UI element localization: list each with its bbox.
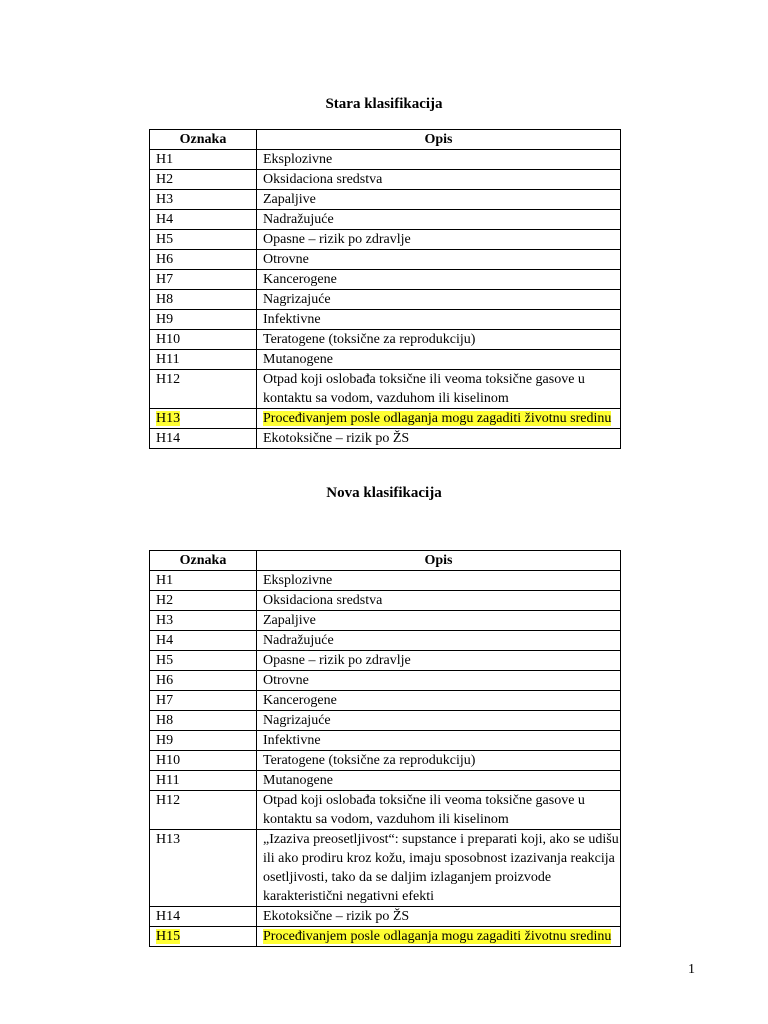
table-row (150, 230, 621, 250)
hazard-description-cell (257, 591, 621, 611)
hazard-description: Otrovne (263, 252, 309, 267)
hazard-description: Opasne – rizik po zdravlje (263, 232, 411, 247)
hazard-description-cell (257, 250, 621, 270)
hazard-description-cell (257, 671, 621, 691)
hazard-code: H5 (156, 653, 174, 668)
table-row (150, 370, 621, 409)
hazard-description-cell (257, 927, 621, 947)
hazard-code: H10 (156, 753, 181, 768)
hazard-code-cell (150, 631, 257, 651)
hazard-description: Otpad koji oslobađa toksične ili veoma toksične gasove u kontaktu sa vodom, vazduhom ili kiselinom (263, 793, 585, 827)
hazard-description-cell (257, 350, 621, 370)
hazard-description: Infektivne (263, 733, 321, 748)
hazard-code: H15 (156, 929, 181, 944)
hazard-description-cell (257, 631, 621, 651)
hazard-code: H14 (156, 909, 181, 924)
hazard-description: Zapaljive (263, 192, 316, 207)
table-header-row (150, 551, 621, 571)
hazard-code: H4 (156, 633, 174, 648)
hazard-code: H7 (156, 272, 174, 287)
hazard-code-cell (150, 409, 257, 429)
hazard-code: H3 (156, 613, 174, 628)
column-header-description: Opis (257, 130, 621, 150)
hazard-description: Nagrizajuće (263, 713, 331, 728)
table-row (150, 409, 621, 429)
table-header-row (150, 130, 621, 150)
table-row (150, 631, 621, 651)
hazard-description: Eksplozivne (263, 573, 333, 588)
hazard-code-cell (150, 190, 257, 210)
table-row (150, 170, 621, 190)
table-row (150, 907, 621, 927)
table-row (150, 330, 621, 350)
table-row (150, 927, 621, 947)
hazard-description: Procеđivanjem posle odlaganja mogu zagaditi životnu sredinu (263, 411, 612, 426)
hazard-description-cell (257, 330, 621, 350)
table-row (150, 210, 621, 230)
hazard-code: H11 (156, 773, 180, 788)
column-header-description: Opis (257, 551, 621, 571)
table-row (150, 571, 621, 591)
new-classification-title: Nova klasifikacija (326, 485, 442, 501)
hazard-description-cell (257, 290, 621, 310)
hazard-description: Kancerogene (263, 272, 337, 287)
hazard-description-cell (257, 150, 621, 170)
table-row (150, 830, 621, 907)
column-header-code: Oznaka (150, 551, 257, 571)
table-row (150, 691, 621, 711)
hazard-description-cell (257, 651, 621, 671)
old-classification-title: Stara klasifikacija (325, 96, 443, 112)
hazard-code: H9 (156, 312, 174, 327)
hazard-description-cell (257, 230, 621, 250)
hazard-code: H12 (156, 372, 181, 387)
hazard-code-cell (150, 310, 257, 330)
hazard-description: Nagrizajuće (263, 292, 331, 307)
hazard-code: H2 (156, 593, 174, 608)
hazard-description: Procеđivanjem posle odlaganja mogu zagaditi životnu sredinu (263, 929, 612, 944)
hazard-code: H7 (156, 693, 174, 708)
table-row (150, 591, 621, 611)
hazard-code-cell (150, 791, 257, 830)
hazard-code-cell (150, 210, 257, 230)
hazard-code: H3 (156, 192, 174, 207)
hazard-code-cell (150, 170, 257, 190)
hazard-description-cell (257, 791, 621, 830)
table-row (150, 290, 621, 310)
page-number: 1 (688, 962, 695, 977)
hazard-code-cell (150, 751, 257, 771)
hazard-code: H4 (156, 212, 174, 227)
hazard-code: H8 (156, 713, 174, 728)
hazard-description: Nadražujuće (263, 212, 334, 227)
hazard-description-cell (257, 210, 621, 230)
hazard-code: H12 (156, 793, 181, 808)
hazard-description-cell (257, 691, 621, 711)
hazard-description-cell (257, 190, 621, 210)
old-classification-table (149, 129, 621, 449)
hazard-description: Zapaljive (263, 613, 316, 628)
hazard-description: Teratogene (toksične za reprodukciju) (263, 332, 476, 347)
hazard-code-cell (150, 270, 257, 290)
table-row (150, 150, 621, 170)
hazard-code-cell (150, 230, 257, 250)
hazard-description-cell (257, 571, 621, 591)
table-row (150, 671, 621, 691)
hazard-code-cell (150, 591, 257, 611)
hazard-description: Nadražujuće (263, 633, 334, 648)
hazard-code: H14 (156, 431, 181, 446)
hazard-description-cell (257, 771, 621, 791)
table-row (150, 270, 621, 290)
hazard-description: Teratogene (toksične za reprodukciju) (263, 753, 476, 768)
hazard-description: Mutanogene (263, 773, 333, 788)
hazard-code-cell (150, 150, 257, 170)
hazard-code-cell (150, 691, 257, 711)
hazard-code-cell (150, 771, 257, 791)
table-row (150, 190, 621, 210)
table-row (150, 350, 621, 370)
hazard-description-cell (257, 170, 621, 190)
table-row (150, 751, 621, 771)
hazard-code: H6 (156, 252, 174, 267)
column-header-code: Oznaka (150, 130, 257, 150)
hazard-description: Eksplozivne (263, 152, 333, 167)
hazard-code: H9 (156, 733, 174, 748)
table-row (150, 611, 621, 631)
hazard-description-cell (257, 611, 621, 631)
hazard-description: Infektivne (263, 312, 321, 327)
hazard-description: Ekotoksične – rizik po ŽS (263, 909, 410, 924)
hazard-description-cell (257, 751, 621, 771)
hazard-description-cell (257, 409, 621, 429)
table-row (150, 250, 621, 270)
hazard-description: Opasne – rizik po zdravlje (263, 653, 411, 668)
hazard-description-cell (257, 907, 621, 927)
hazard-description: Oksidaciona sredstva (263, 593, 383, 608)
hazard-description-cell (257, 830, 621, 907)
hazard-code-cell (150, 711, 257, 731)
table-row (150, 310, 621, 330)
table-row (150, 711, 621, 731)
hazard-description-cell (257, 270, 621, 290)
hazard-code-cell (150, 571, 257, 591)
hazard-code-cell (150, 907, 257, 927)
hazard-description: Otpad koji oslobađa toksične ili veoma toksične gasove u kontaktu sa vodom, vazduhom ili kiselinom (263, 372, 585, 406)
hazard-code: H8 (156, 292, 174, 307)
table-row (150, 429, 621, 449)
hazard-code: H5 (156, 232, 174, 247)
table-row (150, 771, 621, 791)
hazard-code-cell (150, 927, 257, 947)
hazard-code-cell (150, 830, 257, 907)
hazard-description: „Izaziva preosetljivost“: supstance i preparati koji, ako se udišu ili ako prodiru kroz kožu, imaju sposobnost izazivanja reakcija osetljivosti, tako da se daljim izlaganjem proizvode karakteristični negativni efekti (263, 832, 619, 904)
hazard-description: Oksidaciona sredstva (263, 172, 383, 187)
hazard-code: H11 (156, 352, 180, 367)
hazard-description-cell (257, 370, 621, 409)
hazard-code-cell (150, 250, 257, 270)
hazard-code: H10 (156, 332, 181, 347)
hazard-code: H6 (156, 673, 174, 688)
new-classification-table (149, 550, 621, 947)
hazard-code-cell (150, 731, 257, 751)
hazard-description-cell (257, 429, 621, 449)
hazard-description: Mutanogene (263, 352, 333, 367)
hazard-description-cell (257, 310, 621, 330)
hazard-code: H2 (156, 172, 174, 187)
hazard-code-cell (150, 290, 257, 310)
hazard-description: Ekotoksične – rizik po ŽS (263, 431, 410, 446)
hazard-code: H1 (156, 573, 174, 588)
hazard-description-cell (257, 711, 621, 731)
hazard-code-cell (150, 370, 257, 409)
hazard-description-cell (257, 731, 621, 751)
hazard-code-cell (150, 429, 257, 449)
hazard-code: H13 (156, 832, 181, 847)
hazard-code-cell (150, 611, 257, 631)
table-row (150, 731, 621, 751)
hazard-code-cell (150, 330, 257, 350)
hazard-code-cell (150, 651, 257, 671)
hazard-description: Otrovne (263, 673, 309, 688)
hazard-code-cell (150, 671, 257, 691)
hazard-code: H1 (156, 152, 174, 167)
hazard-code-cell (150, 350, 257, 370)
hazard-description: Kancerogene (263, 693, 337, 708)
hazard-code: H13 (156, 411, 181, 426)
table-row (150, 791, 621, 830)
table-row (150, 651, 621, 671)
